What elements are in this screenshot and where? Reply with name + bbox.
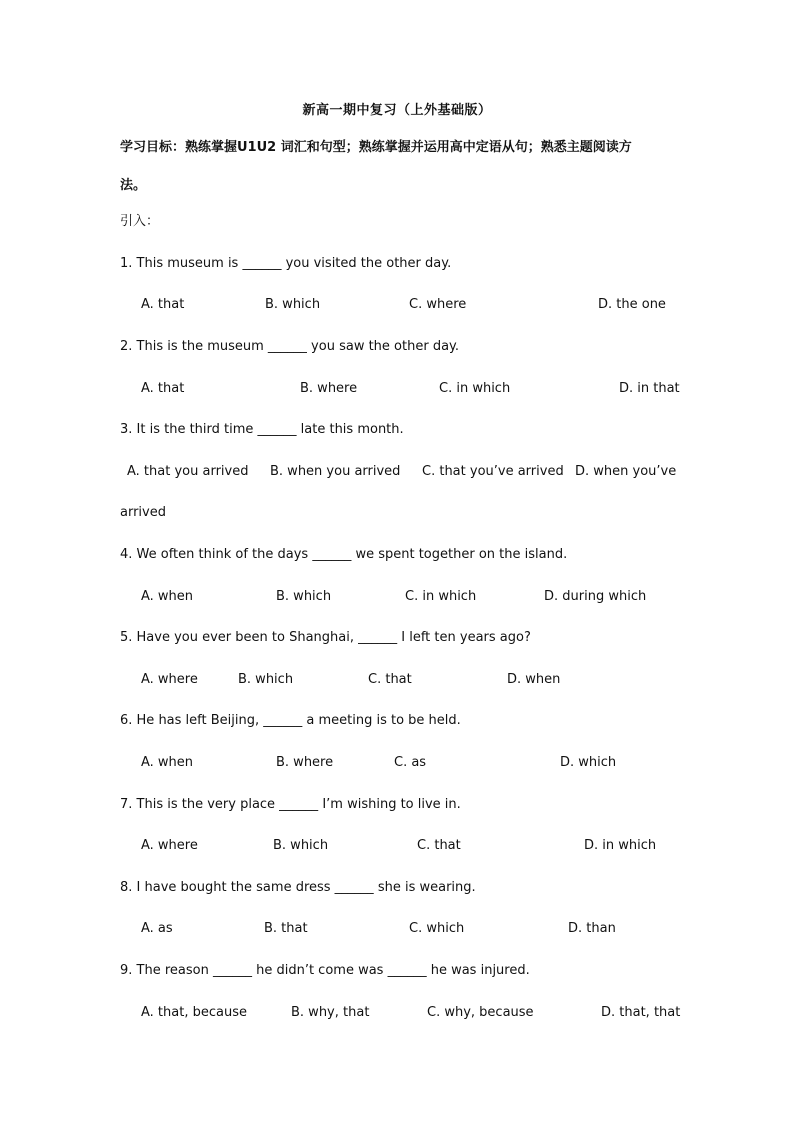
question-stem: 2. This is the museum ______ you saw the other day. xyxy=(120,339,460,354)
option-d-continuation: arrived xyxy=(120,505,166,520)
option-b: B. which xyxy=(276,589,332,604)
option-a: A. that xyxy=(141,297,185,312)
option-d: D. the one xyxy=(598,297,666,312)
option-c: C. in which xyxy=(405,589,477,604)
option-b: B. where xyxy=(300,381,358,396)
option-c: C. in which xyxy=(439,381,511,396)
option-b: B. when you arrived xyxy=(270,464,401,479)
question-stem: 7. This is the very place ______ I’m wishing to live in. xyxy=(120,797,461,812)
option-c: C. as xyxy=(394,755,427,770)
option-b: B. which xyxy=(265,297,321,312)
question-stem: 3. It is the third time ______ late this month. xyxy=(120,422,404,437)
option-b: B. which xyxy=(238,672,294,687)
option-d: D. that, that xyxy=(601,1005,681,1020)
option-c: C. that xyxy=(368,672,412,687)
option-c: C. where xyxy=(409,297,467,312)
question-stem: 9. The reason ______ he didn’t come was ______ he was injured. xyxy=(120,963,530,978)
option-a: A. that you arrived xyxy=(127,464,249,479)
option-c: C. that xyxy=(417,838,461,853)
option-b: B. which xyxy=(273,838,329,853)
option-b: B. where xyxy=(276,755,334,770)
question-stem: 4. We often think of the days ______ we spent together on the island. xyxy=(120,547,568,562)
intro-label: 引入： xyxy=(120,214,160,229)
question-stem: 8. I have bought the same dress ______ she is wearing. xyxy=(120,880,476,895)
option-a: A. that, because xyxy=(141,1005,247,1020)
option-a: A. where xyxy=(141,838,198,853)
option-d: D. than xyxy=(568,921,616,936)
option-c: C. which xyxy=(409,921,465,936)
option-d: D. in which xyxy=(584,838,657,853)
option-b: B. that xyxy=(264,921,308,936)
option-d: D. when xyxy=(507,672,561,687)
option-a: A. when xyxy=(141,755,194,770)
option-a: A. where xyxy=(141,672,198,687)
option-d: D. in that xyxy=(619,381,680,396)
learning-goal-line-1: 学习目标：熟练掌握U1U2 词汇和句型；熟练掌握并运用高中定语从句；熟悉主题阅读方 xyxy=(120,140,632,155)
option-c: C. that you’ve arrived xyxy=(422,464,564,479)
option-d: D. which xyxy=(560,755,617,770)
question-stem: 5. Have you ever been to Shanghai, ______ I left ten years ago? xyxy=(120,630,531,645)
option-a: A. that xyxy=(141,381,185,396)
option-d: D. during which xyxy=(544,589,647,604)
option-d: D. when you’ve xyxy=(575,464,677,479)
option-a: A. as xyxy=(141,921,173,936)
option-b: B. why, that xyxy=(291,1005,370,1020)
learning-goal-line-2: 法。 xyxy=(120,178,147,193)
option-a: A. when xyxy=(141,589,194,604)
question-stem: 6. He has left Beijing, ______ a meeting is to be held. xyxy=(120,713,461,728)
option-c: C. why, because xyxy=(427,1005,534,1020)
question-stem: 1. This museum is ______ you visited the other day. xyxy=(120,256,452,271)
page-title: 新高一期中复习（上外基础版） xyxy=(302,103,492,118)
